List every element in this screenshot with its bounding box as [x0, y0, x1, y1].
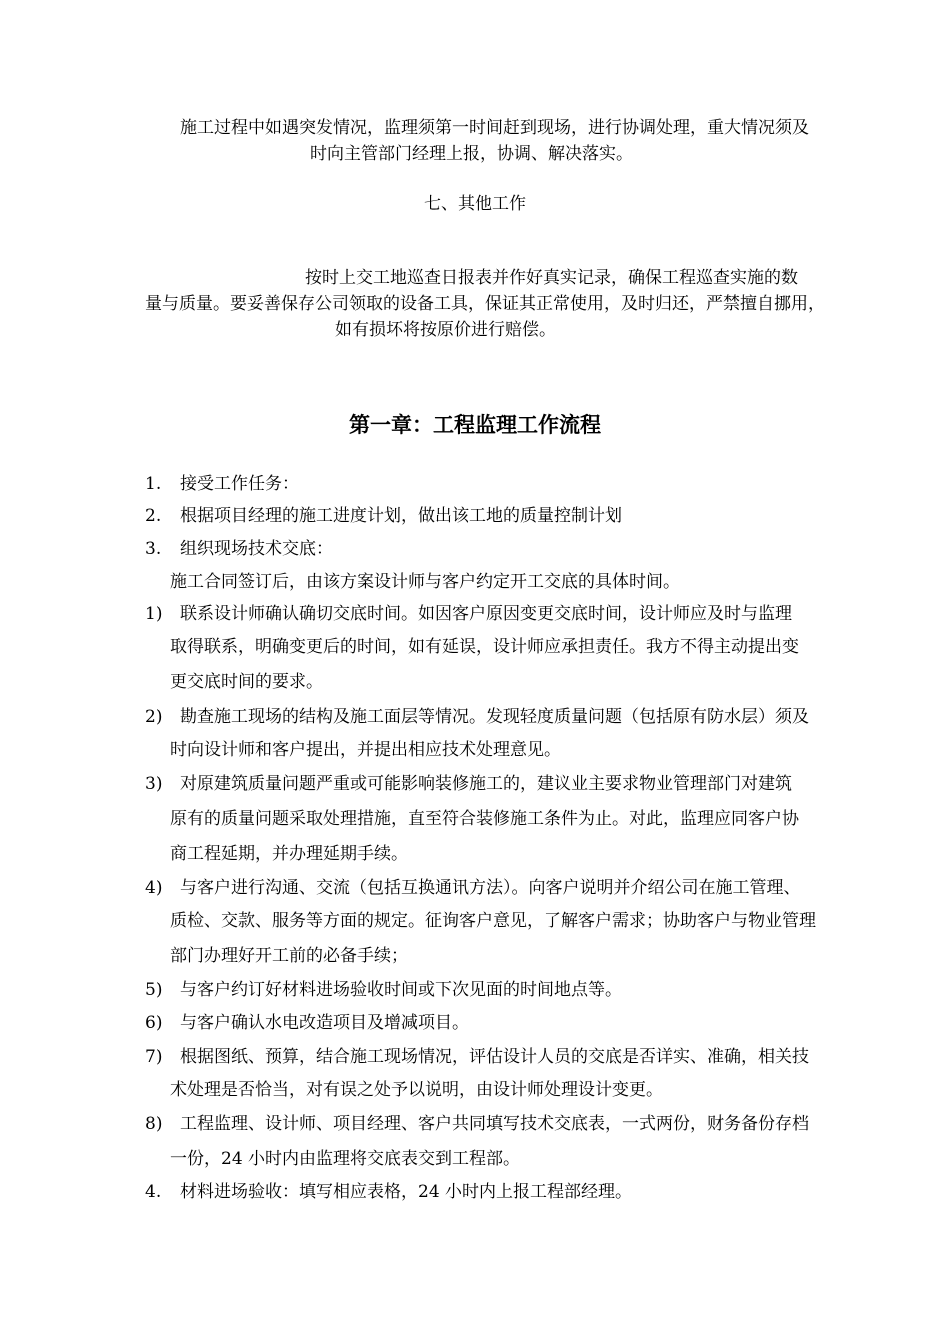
- paragraph-line: 量与质量。要妥善保存公司领取的设备工具，保证其正常使用，及时归还，严禁擅自挪用，: [145, 294, 825, 314]
- subitem-line: 术处理是否恰当，对有误之处予以说明，由设计师处理设计变更。: [170, 1080, 663, 1100]
- subitem-line: 时向设计师和客户提出，并提出相应技术处理意见。: [170, 740, 561, 760]
- paragraph-line: 按时上交工地巡查日报表并作好真实记录，确保工程巡查实施的数: [305, 268, 798, 288]
- list-item: 材料进场验收：填写相应表格，24 小时内上报工程部经理。: [180, 1182, 633, 1202]
- subitem-line: 取得联系，明确变更后的时间，如有延误，设计师应承担责任。我方不得主动提出变: [170, 637, 799, 657]
- list-item: 根据项目经理的施工进度计划，做出该工地的质量控制计划: [180, 506, 622, 526]
- subitem-number: 1): [145, 604, 163, 624]
- subitem-line: 一份，24 小时内由监理将交底表交到工程部。: [170, 1149, 521, 1169]
- list-item: 接受工作任务：: [180, 474, 299, 494]
- subitem-number: 5): [145, 980, 163, 1000]
- intro-line: 施工合同签订后，由该方案设计师与客户约定开工交底的具体时间。: [170, 572, 680, 592]
- paragraph-line: 施工过程中如遇突发情况，监理须第一时间赶到现场，进行协调处理，重大情况须及: [180, 118, 809, 138]
- paragraph-line: 时向主管部门经理上报，协调、解决落实。: [310, 144, 633, 164]
- list-item: 组织现场技术交底：: [180, 539, 333, 559]
- subitem-line: 与客户确认水电改造项目及增减项目。: [180, 1013, 469, 1033]
- subitem-line: 原有的质量问题采取处理措施，直至符合装修施工条件为止。对此，监理应同客户协: [170, 809, 799, 829]
- subitem-line: 部门办理好开工前的必备手续；: [170, 946, 408, 966]
- subitem-line: 商工程延期，并办理延期手续。: [170, 844, 408, 864]
- subitem-line: 勘查施工现场的结构及施工面层等情况。发现轻度质量问题（包括原有防水层）须及: [180, 707, 809, 727]
- paragraph-line: 如有损坏将按原价进行赔偿。: [335, 320, 556, 340]
- list-number: 3.: [145, 539, 162, 559]
- subitem-line: 质检、交款、服务等方面的规定。征询客户意见，了解客户需求；协助客户与物业管理: [170, 911, 816, 931]
- chapter-title: 第一章：工程监理工作流程: [349, 412, 601, 437]
- subitem-line: 根据图纸、预算，结合施工现场情况，评估设计人员的交底是否详实、准确，相关技: [180, 1047, 809, 1067]
- list-number: 4.: [145, 1182, 162, 1202]
- list-number: 2.: [145, 506, 162, 526]
- subitem-line: 与客户进行沟通、交流（包括互换通讯方法）。向客户说明并介绍公司在施工管理、: [180, 878, 801, 898]
- subitem-number: 6): [145, 1013, 163, 1033]
- subitem-number: 8): [145, 1114, 163, 1134]
- subitem-line: 对原建筑质量问题严重或可能影响装修施工的，建议业主要求物业管理部门对建筑: [180, 774, 792, 794]
- subitem-line: 联系设计师确认确切交底时间。如因客户原因变更交底时间，设计师应及时与监理: [180, 604, 792, 624]
- subitem-number: 2): [145, 707, 163, 727]
- subitem-number: 4): [145, 878, 163, 898]
- subitem-number: 7): [145, 1047, 163, 1067]
- subitem-line: 工程监理、设计师、项目经理、客户共同填写技术交底表，一式两份，财务备份存档: [180, 1114, 809, 1134]
- subitem-line: 更交底时间的要求。: [170, 672, 323, 692]
- subitem-line: 与客户约订好材料进场验收时间或下次见面的时间地点等。: [180, 980, 622, 1000]
- section-title: 七、其他工作: [424, 194, 526, 214]
- list-number: 1.: [145, 474, 162, 494]
- subitem-number: 3): [145, 774, 163, 794]
